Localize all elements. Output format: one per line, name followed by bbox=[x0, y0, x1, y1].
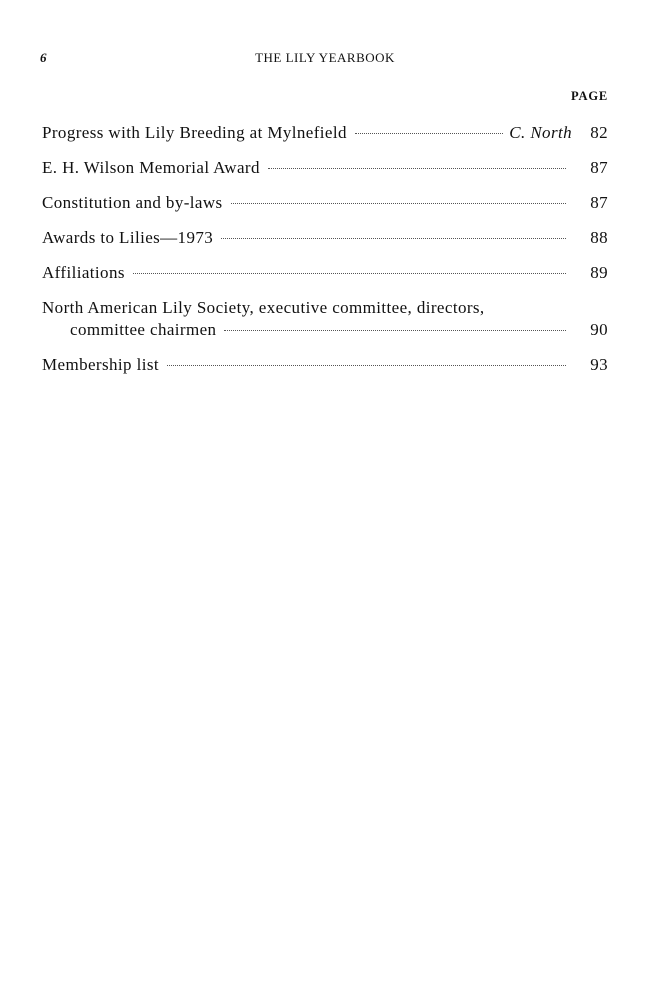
running-head bbox=[40, 50, 610, 68]
toc-entry-page: 87 bbox=[590, 158, 608, 177]
toc-entry-page: 89 bbox=[590, 263, 608, 282]
book-title: THE LILY YEARBOOK bbox=[255, 50, 395, 65]
dot-leader bbox=[221, 238, 566, 239]
page-column-heading: PAGE bbox=[571, 89, 608, 103]
toc-entry-title: Progress with Lily Breeding at Mylnefield bbox=[42, 123, 347, 142]
toc-entry-title-line1: North American Lily Society, executive committee, directors, bbox=[42, 298, 485, 317]
toc-entry-lily-breeding bbox=[42, 122, 608, 144]
dot-leader bbox=[355, 133, 503, 134]
toc-entry-title: Affiliations bbox=[42, 263, 125, 282]
toc-entry-page: 93 bbox=[590, 355, 608, 374]
toc-entry-nals-committee bbox=[42, 297, 608, 341]
toc-entry-title-line2: committee chairmen bbox=[70, 320, 217, 339]
toc-entry-title: Membership list bbox=[42, 355, 159, 374]
toc-entry-page: 88 bbox=[590, 228, 608, 247]
toc-entry-awards bbox=[42, 227, 608, 249]
toc-entry-title: E. H. Wilson Memorial Award bbox=[42, 158, 260, 177]
toc-entry-constitution bbox=[42, 192, 608, 214]
dot-leader bbox=[224, 330, 566, 331]
toc-entry-author: C. North bbox=[509, 123, 572, 142]
toc-entry-affiliations bbox=[42, 262, 608, 284]
dot-leader bbox=[231, 203, 566, 204]
dot-leader bbox=[133, 273, 566, 274]
page-number: 6 bbox=[40, 50, 47, 65]
toc-entry-title: Constitution and by-laws bbox=[42, 193, 223, 212]
toc-entry-page: 87 bbox=[590, 193, 608, 212]
table-of-contents bbox=[42, 122, 608, 389]
toc-entry-page: 82 bbox=[590, 123, 608, 142]
dot-leader bbox=[268, 168, 566, 169]
toc-entry-page: 90 bbox=[590, 320, 608, 339]
dot-leader bbox=[167, 365, 566, 366]
toc-entry-title: Awards to Lilies—1973 bbox=[42, 228, 214, 247]
toc-entry-membership bbox=[42, 354, 608, 376]
toc-entry-wilson-award bbox=[42, 157, 608, 179]
